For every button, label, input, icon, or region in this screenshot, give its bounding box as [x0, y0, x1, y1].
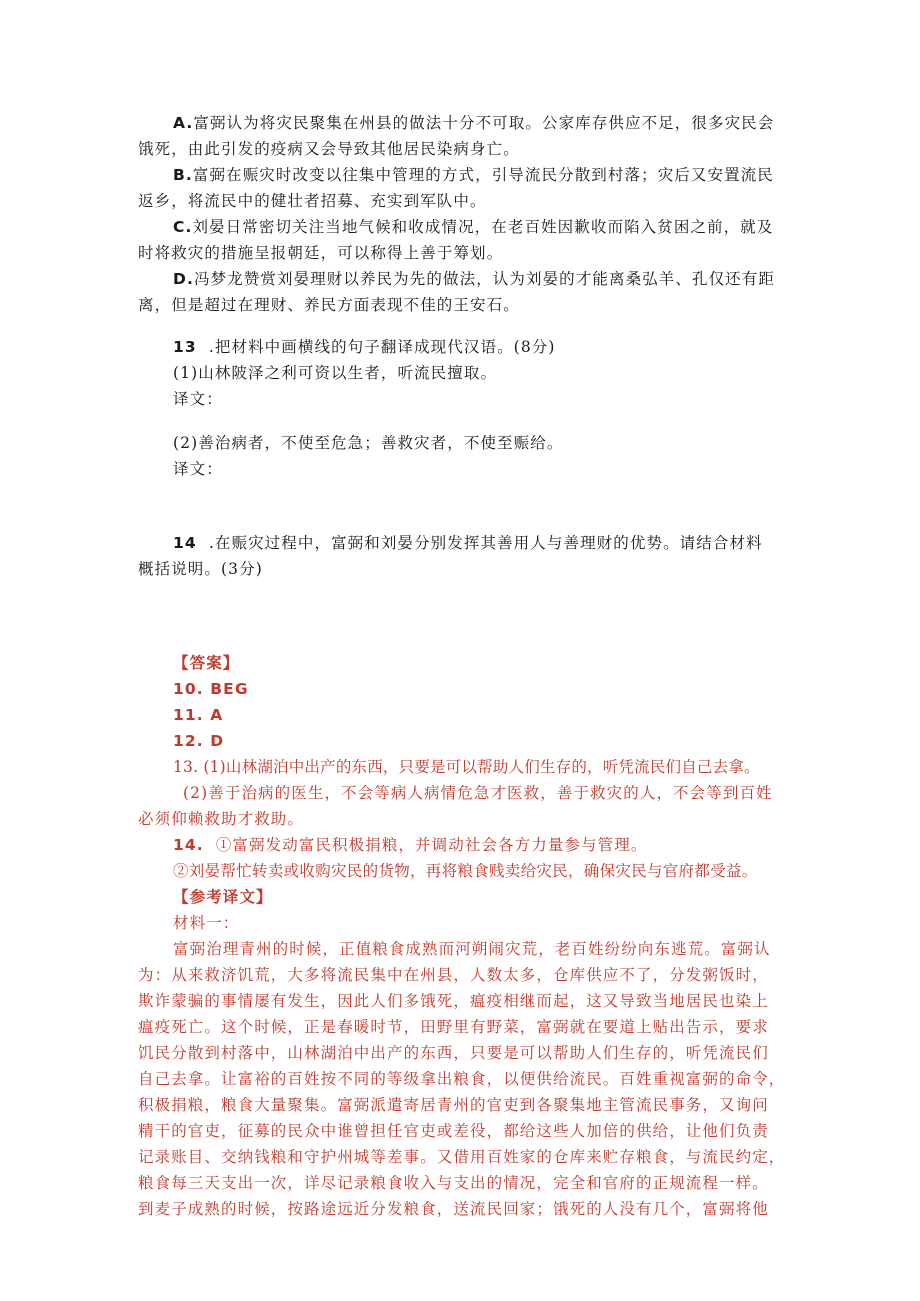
answer-section [138, 650, 788, 884]
translation-line: 记录账目、交纳钱粮和守护州城等差事。又借用百姓家的仓库来贮存粮食，与流民约定， [138, 1148, 786, 1166]
answer-13-2-line-2: 必须仰赖救助才救助。 [138, 810, 305, 828]
option-c-line-1: C.刘晏日常密切关注当地气候和收成情况，在老百姓因歉收而陷入贫困之前，就及 [173, 218, 774, 236]
translation-line: 自己去拿。让富裕的百姓按不同的等级拿出粮食，以便供给流民。百姓重视富弼的命令， [138, 1070, 786, 1088]
option-d-label: D. [173, 270, 194, 288]
answer-12: 12. D [173, 732, 225, 750]
option-a-line-2: 饿死，由此引发的疫病又会导致其他居民染病身亡。 [138, 140, 520, 158]
translation-line: 瘟疫死亡。这个时候，正是春暖时节，田野里有野菜，富弼就在要道上贴出告示，要求 [138, 1018, 769, 1036]
q13-sentence-1: (1)山林陂泽之利可资以生者，听流民擅取。 [173, 364, 498, 382]
question-13 [138, 334, 788, 412]
option-b-label: B. [173, 166, 193, 184]
option-c-line-2: 时将救灾的措施呈报朝廷，可以称得上善于筹划。 [138, 244, 504, 262]
translation-line: 饥民分散到村落中，山林湖泊中出产的东西，只要是可以帮助人们生存的，听凭流民们 [138, 1044, 769, 1062]
q14-line-1: 14 .在赈灾过程中，富弼和刘晏分别发挥其善用人与善理财的优势。请结合材料 [173, 534, 763, 552]
answer-14-label: 14. [173, 836, 204, 854]
answer-heading: 【答案】 [173, 653, 240, 672]
q13-translation-label-2: 译文： [173, 460, 223, 478]
option-d-line-2: 离，但是超过在理财、养民方面表现不佳的王安石。 [138, 296, 520, 314]
q14-line-2: 概括说明。(3分) [138, 560, 263, 578]
translation-line: 到麦子成熟的时候，按路途远近分发粮食，送流民回家；饿死的人没有几个，富弼将他 [138, 1200, 769, 1218]
reference-translation [138, 884, 788, 1222]
option-a-label: A. [173, 114, 194, 132]
answer-13-2-line-1: (2)善于治病的医生，不会等病人病情危急才医救，善于救灾的人，不会等到百姓 [183, 784, 773, 802]
answer-13-1: 13. (1)山林湖泊中出产的东西，只要是可以帮助人们生存的，听凭流民们自己去拿。 [173, 758, 760, 776]
answer-14-line-1: 14. ①富弼发动富民积极捐粮，并调动社会各方力量参与管理。 [173, 836, 648, 854]
translation-material-label: 材料一： [173, 914, 240, 932]
option-a-line-1: A.富弼认为将灾民聚集在州县的做法十分不可取。公家库存供应不足，很多灾民会 [173, 114, 775, 132]
translation-line: 积极捐粮，粮食大量聚集。富弼派遣寄居青州的官吏到各聚集地主管流民事务，又询问 [138, 1096, 769, 1114]
translation-line: 粮食每三天支出一次，详尽记录粮食收入与支出的情况，完全和官府的正规流程一样。 [138, 1174, 769, 1192]
answer-10: 10. BEG [173, 680, 249, 698]
question-13-part-2 [138, 430, 788, 482]
q13-translation-label-1: 译文： [173, 390, 223, 408]
q14-number: 14 [173, 534, 197, 552]
translation-line: 欺诈蒙骗的事情屡有发生，因此人们多饿死，瘟疫相继而起，这又导致当地居民也染上 [138, 992, 769, 1010]
option-list [138, 110, 788, 318]
translation-line: 精干的官吏，征募的民众中谁曾担任官吏或差役，都给这些人加倍的供给，让他们负责 [138, 1122, 769, 1140]
translation-line: 为：从来救济饥荒，大多将流民集中在州县，人数太多，仓库供应不了，分发粥饭时， [138, 966, 769, 984]
answer-14-line-2: ②刘晏帮忙转卖或收购灾民的货物，再将粮食贱卖给灾民，确保灾民与官府都受益。 [173, 862, 758, 880]
option-b-line-2: 返乡，将流民中的健壮者招募、充实到军队中。 [138, 192, 487, 210]
translation-heading: 【参考译文】 [173, 887, 273, 906]
q13-sentence-2: (2)善治病者，不使至危急；善救灾者，不使至赈给。 [173, 434, 564, 452]
option-b-line-1: B.富弼在赈灾时改变以往集中管理的方式，引导流民分散到村落；灾后又安置流民 [173, 166, 774, 184]
option-d-line-1: D.冯梦龙赞赏刘晏理财以养民为先的做法，认为刘晏的才能离桑弘羊、孔仅还有距 [173, 270, 775, 288]
q13-prompt: 13 .把材料中画横线的句子翻译成现代汉语。(8分) [173, 338, 556, 356]
answer-11: 11. A [173, 706, 224, 724]
translation-line: 富弼治理青州的时候，正值粮食成熟而河朔闹灾荒，老百姓纷纷向东逃荒。富弼认 [173, 940, 771, 958]
question-14 [138, 530, 788, 582]
q13-number: 13 [173, 338, 197, 356]
option-c-label: C. [173, 218, 193, 236]
